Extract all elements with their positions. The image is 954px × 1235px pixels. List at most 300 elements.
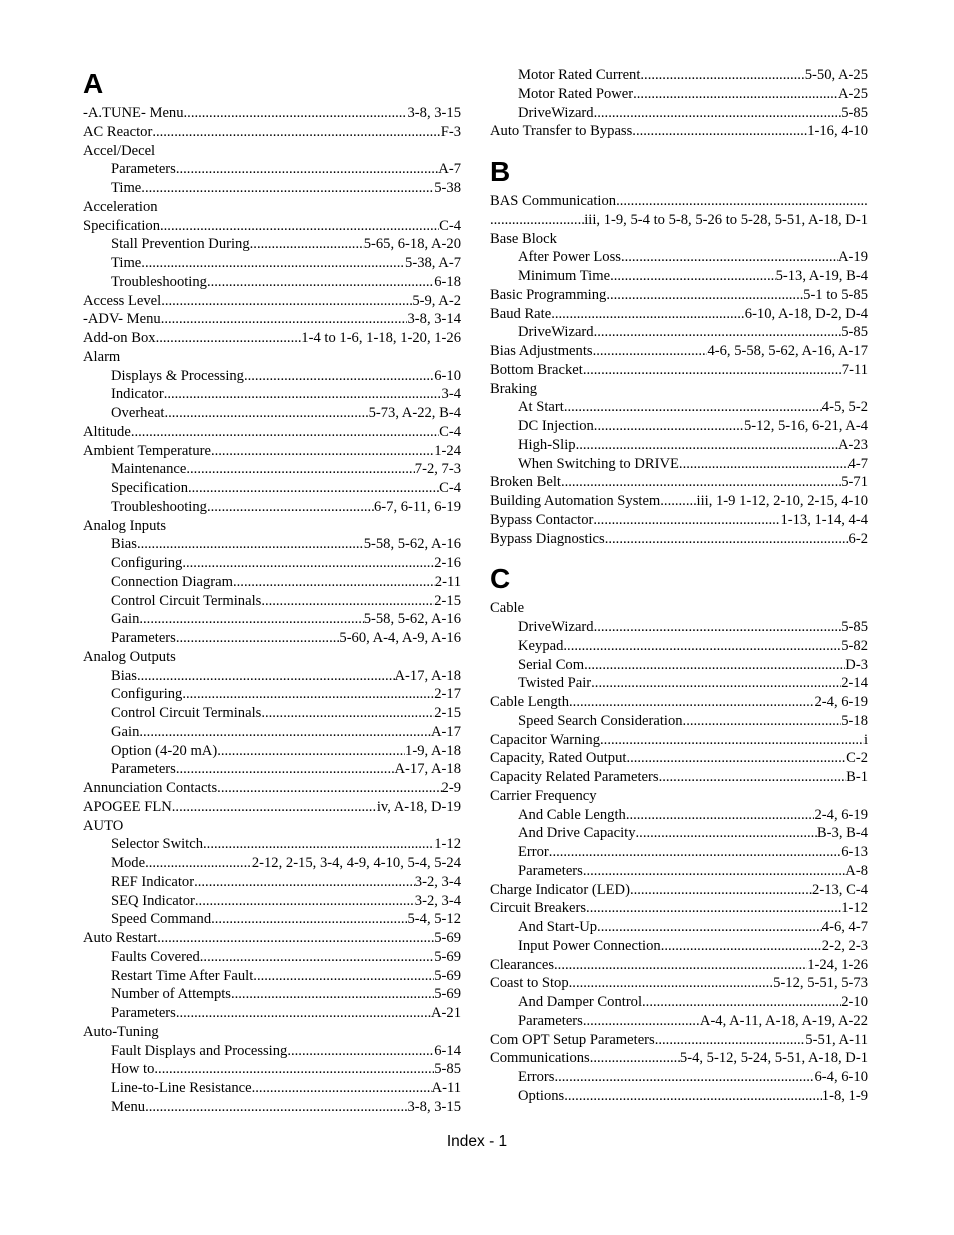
index-entry xyxy=(83,310,461,329)
index-subentry xyxy=(490,398,868,417)
page-references: 3-8, 3-14 xyxy=(407,311,461,328)
dot-leader xyxy=(182,685,434,704)
section-letter-heading: C xyxy=(490,563,511,595)
dot-leader xyxy=(186,460,414,479)
index-subentry xyxy=(83,854,461,873)
index-subentry xyxy=(83,892,461,911)
index-term: AC Reactor xyxy=(83,123,153,140)
dot-leader xyxy=(626,749,846,768)
index-term: Communications xyxy=(490,1050,590,1067)
page-references: 4-5, 5-2 xyxy=(821,399,868,416)
dot-leader xyxy=(200,948,434,967)
page-references: 5-65, 6-18, A-20 xyxy=(363,236,461,253)
page-references: i xyxy=(863,731,868,748)
page-references: 3-8, 3-15 xyxy=(407,1098,461,1115)
index-entry xyxy=(490,1031,868,1050)
index-subentry xyxy=(83,1098,461,1117)
page-references: 5-58, 5-62, A-16 xyxy=(363,611,461,628)
index-subentry xyxy=(490,993,868,1012)
index-term: Troubleshooting xyxy=(111,273,207,290)
page-references: 5-85 xyxy=(841,619,868,635)
index-subentry xyxy=(83,685,461,704)
index-term: Options xyxy=(518,1087,565,1104)
page-references: C-4 xyxy=(439,480,461,496)
index-term: Specification xyxy=(111,480,188,496)
page-references: A-4, A-11, A-18, A-19, A-22 xyxy=(699,1012,868,1029)
index-term: Analog Outputs xyxy=(83,648,176,665)
page-references: 5-4, 5-12, 5-24, 5-51, A-18, D-1 xyxy=(679,1050,868,1067)
index-entry xyxy=(83,817,461,836)
dot-leader xyxy=(590,1049,680,1068)
page-references: 5-38, A-7 xyxy=(405,255,461,271)
index-subentry xyxy=(83,667,461,686)
index-subentry xyxy=(490,1087,868,1106)
dot-leader xyxy=(261,704,434,723)
index-subentry xyxy=(83,404,461,423)
index-term: Number of Attempts xyxy=(111,986,231,1003)
index-term: Com OPT Setup Parameters xyxy=(490,1031,655,1048)
index-term: Building Automation System xyxy=(490,493,661,509)
index-term: And Start-Up xyxy=(518,919,598,935)
page-references: 2-15 xyxy=(434,592,461,609)
index-entry xyxy=(83,104,461,123)
index-entry xyxy=(83,1023,461,1042)
index-term: Parameters xyxy=(111,161,176,178)
dot-leader xyxy=(549,843,841,862)
index-term: Altitude xyxy=(83,423,131,440)
index-subentry xyxy=(83,910,461,929)
index-column-left xyxy=(83,66,461,1117)
index-subentry xyxy=(490,656,868,675)
dot-leader xyxy=(233,573,435,592)
index-subentry xyxy=(83,873,461,892)
section-spacer xyxy=(490,141,868,154)
index-entry xyxy=(490,192,868,211)
page-references: 2-10 xyxy=(841,994,868,1010)
index-term: DriveWizard xyxy=(518,104,594,121)
dot-leader xyxy=(600,731,864,750)
index-term: Bias Adjustments xyxy=(490,343,593,359)
dot-leader xyxy=(164,385,442,404)
index-entry xyxy=(490,530,868,549)
index-term: Option (4-20 mA) xyxy=(111,742,218,759)
page-references: A-19 xyxy=(838,249,868,266)
page-references: 6-14 xyxy=(434,1042,461,1059)
dot-leader xyxy=(626,806,815,825)
index-entry xyxy=(83,648,461,667)
index-term: Maintenance xyxy=(111,461,187,478)
dot-leader xyxy=(594,104,842,123)
index-entry xyxy=(490,787,868,806)
page-references: 5-69 xyxy=(434,930,461,946)
index-subentry xyxy=(83,610,461,629)
index-subentry xyxy=(83,479,461,498)
index-term: Keypad xyxy=(518,637,564,654)
index-term: Base Block xyxy=(490,230,557,247)
dot-leader xyxy=(642,993,841,1012)
index-term: Displays & Processing xyxy=(111,367,244,384)
index-term: Capacity, Rated Output xyxy=(490,750,627,767)
page-references: A-23 xyxy=(838,436,868,453)
dot-leader xyxy=(610,267,776,286)
index-term: High-Slip xyxy=(518,436,576,453)
index-term: Fault Displays and Processing xyxy=(111,1042,288,1059)
dot-leader xyxy=(569,693,814,712)
dot-leader xyxy=(594,618,842,637)
page-references: 2-13, C-4 xyxy=(812,881,868,898)
index-term: Cable xyxy=(490,600,525,617)
index-subentry xyxy=(490,85,868,104)
page-references: 5-82 xyxy=(841,637,868,654)
index-subentry xyxy=(490,455,868,474)
index-term: APOGEE FLN xyxy=(83,798,172,815)
page-references: D-3 xyxy=(845,656,868,673)
index-term: Line-to-Line Resistance xyxy=(111,1080,252,1096)
page-references: B-1 xyxy=(846,769,868,785)
page-references: 5-71 xyxy=(841,474,868,491)
page-references: 6-4, 6-10 xyxy=(814,1069,868,1085)
index-term: Selector Switch xyxy=(111,836,204,853)
index-entry xyxy=(490,342,868,361)
index-term: Bypass Contactor xyxy=(490,511,594,528)
index-subentry xyxy=(83,592,461,611)
index-entry xyxy=(490,768,868,787)
dot-leader xyxy=(137,667,395,686)
dot-leader xyxy=(633,85,838,104)
dot-leader xyxy=(145,854,252,873)
index-term: Faults Covered xyxy=(111,948,200,965)
index-term: Speed Command xyxy=(111,911,212,928)
dot-leader xyxy=(145,1098,407,1117)
dot-leader xyxy=(636,824,817,843)
page-references: 6-13 xyxy=(841,844,868,860)
index-term: Input Power Connection xyxy=(518,937,661,954)
index-subentry xyxy=(83,367,461,386)
index-entry xyxy=(490,492,868,511)
page-references: 2-9 xyxy=(441,780,461,796)
dot-leader xyxy=(659,768,847,787)
dot-leader xyxy=(605,530,849,549)
page-references: 1-12 xyxy=(434,836,461,853)
dot-leader xyxy=(569,974,773,993)
index-term: Menu xyxy=(111,1098,146,1115)
page-references: 1-13, 1-14, 4-4 xyxy=(780,511,868,528)
index-subentry xyxy=(490,436,868,455)
page-references: 5-51, A-11 xyxy=(805,1031,868,1048)
dot-leader xyxy=(576,436,838,455)
dot-leader xyxy=(661,937,822,956)
index-subentry xyxy=(490,618,868,637)
dot-leader xyxy=(606,286,803,305)
index-entry xyxy=(490,305,868,324)
index-term: Gain xyxy=(111,723,140,740)
dot-leader xyxy=(207,498,374,517)
index-term: Twisted Pair xyxy=(518,675,592,692)
page-references: 3-2, 3-4 xyxy=(414,873,461,890)
index-term: Auto Transfer to Bypass xyxy=(490,123,633,140)
page-references: 5-12, 5-16, 6-21, A-4 xyxy=(743,418,868,434)
index-subentry xyxy=(83,742,461,761)
page-references: 1-9, A-18 xyxy=(405,742,461,759)
dot-leader xyxy=(660,492,696,511)
index-subentry xyxy=(83,235,461,254)
index-subentry xyxy=(83,179,461,198)
index-term: Access Level xyxy=(83,292,162,309)
index-column-right xyxy=(490,66,868,1106)
index-term: BAS Communication xyxy=(490,193,617,209)
dot-leader xyxy=(244,367,434,386)
page-references: 4-6, 4-7 xyxy=(821,919,868,935)
page-references: 1-12 xyxy=(841,900,868,917)
dot-leader xyxy=(182,554,434,573)
page-references: 5-18 xyxy=(841,712,868,729)
index-entry xyxy=(83,423,461,442)
index-subentry xyxy=(490,862,868,881)
dot-leader xyxy=(584,656,845,675)
page-references: 6-18 xyxy=(434,273,461,290)
index-term: And Damper Control xyxy=(518,994,643,1010)
index-term: Circuit Breakers xyxy=(490,900,587,917)
dot-leader xyxy=(490,211,584,230)
index-subentry xyxy=(83,760,461,779)
page-references: 6-10, A-18, D-2, D-4 xyxy=(744,305,868,322)
page-references: iii, 1-9, 5-4 to 5-8, 5-26 to 5-28, 5-51, A-18, D-1 xyxy=(584,211,868,228)
dot-leader xyxy=(137,535,364,554)
dot-leader xyxy=(616,192,868,211)
index-entry xyxy=(490,1049,868,1068)
index-term: Error xyxy=(518,844,549,860)
page-references: 5-9, A-2 xyxy=(412,292,461,309)
index-subentry xyxy=(490,806,868,825)
index-subentry xyxy=(490,1068,868,1087)
page-references: 5-60, A-4, A-9, A-16 xyxy=(339,630,461,646)
index-term: Parameters xyxy=(111,761,176,778)
index-entry xyxy=(490,881,868,900)
index-term: Capacitor Warning xyxy=(490,731,601,748)
page-references: 2-16 xyxy=(434,555,461,571)
page-references: 5-85 xyxy=(434,1061,461,1078)
index-term: Serial Com xyxy=(518,656,585,673)
index-term: Control Circuit Terminals xyxy=(111,705,262,721)
section-letter-heading: B xyxy=(490,156,511,187)
index-term: Bias xyxy=(111,536,137,553)
page-references: 5-69 xyxy=(434,948,461,965)
page-references: 7-11 xyxy=(841,361,868,378)
index-term: Carrier Frequency xyxy=(490,787,597,804)
index-entry xyxy=(83,779,461,798)
dot-leader xyxy=(621,248,838,267)
index-term: Bypass Diagnostics xyxy=(490,530,605,547)
dot-leader xyxy=(655,1031,806,1050)
index-entry xyxy=(83,442,461,461)
index-term: Configuring xyxy=(111,555,183,571)
page-references: 5-85 xyxy=(841,104,868,121)
dot-leader xyxy=(683,712,842,731)
page-references: 5-12, 5-51, 5-73 xyxy=(773,975,868,992)
index-term: Restart Time After Fault xyxy=(111,967,254,984)
index-term: Time xyxy=(111,255,142,271)
index-term: After Power Loss xyxy=(518,249,621,266)
dot-leader xyxy=(594,323,842,342)
index-subentry xyxy=(83,1060,461,1079)
dot-leader xyxy=(630,881,812,900)
index-term: Configuring xyxy=(111,686,183,703)
index-term: Capacity Related Parameters xyxy=(490,769,659,785)
index-term: Stall Prevention During xyxy=(111,236,250,253)
dot-leader xyxy=(593,511,780,530)
page-references: A-11 xyxy=(431,1080,461,1096)
page-references: A-7 xyxy=(438,161,461,178)
index-entry xyxy=(83,348,461,367)
page-references: 4-7 xyxy=(848,455,868,472)
page-references: 6-7, 6-11, 6-19 xyxy=(373,498,461,515)
dot-leader xyxy=(261,592,434,611)
dot-leader xyxy=(253,967,434,986)
dot-leader xyxy=(203,835,434,854)
index-term: Motor Rated Current xyxy=(518,67,641,83)
index-subentry xyxy=(490,674,868,693)
page-references: 5-69 xyxy=(434,967,461,984)
page-references: 2-4, 6-19 xyxy=(814,806,868,823)
page-references: 1-16, 4-10 xyxy=(807,123,868,140)
index-subentry xyxy=(490,937,868,956)
index-term: Control Circuit Terminals xyxy=(111,592,262,609)
dot-leader xyxy=(554,956,807,975)
page-references: 2-2, 2-3 xyxy=(821,937,868,954)
page-references: A-17, A-18 xyxy=(394,761,461,778)
page-references: C-4 xyxy=(439,217,461,234)
index-subentry xyxy=(83,385,461,404)
page-references: 3-4 xyxy=(441,386,461,403)
dot-leader xyxy=(152,123,440,142)
index-subentry xyxy=(490,417,868,436)
page-references: 2-4, 6-19 xyxy=(814,694,868,710)
page-references: 5-58, 5-62, A-16 xyxy=(363,536,461,553)
page-references: 2-15 xyxy=(434,705,461,721)
dot-leader xyxy=(157,929,434,948)
dot-leader xyxy=(679,455,849,474)
index-term: Basic Programming xyxy=(490,286,607,303)
dot-leader xyxy=(563,637,841,656)
index-entry xyxy=(83,929,461,948)
index-subentry xyxy=(490,323,868,342)
index-subentry xyxy=(83,160,461,179)
dot-leader xyxy=(583,862,845,881)
page-references: B-3, B-4 xyxy=(816,825,868,842)
index-entry xyxy=(83,292,461,311)
index-term: Baud Rate xyxy=(490,305,552,322)
page-references: 2-11 xyxy=(434,573,461,590)
page-references: 1-24 xyxy=(434,442,461,459)
index-subentry xyxy=(83,723,461,742)
index-term: Coast to Stop xyxy=(490,975,569,992)
index-term: And Drive Capacity xyxy=(518,825,636,842)
index-entry xyxy=(83,329,461,348)
dot-leader xyxy=(217,742,405,761)
page-references: 2-17 xyxy=(434,686,461,703)
index-entry xyxy=(83,517,461,536)
index-entry xyxy=(490,731,868,750)
index-term: DriveWizard xyxy=(518,619,594,635)
section-letter-heading: A xyxy=(83,68,104,99)
page-references: 5-85 xyxy=(841,324,868,341)
index-term: Analog Inputs xyxy=(83,517,167,534)
index-subentry xyxy=(83,967,461,986)
page-references: 5-13, A-19, B-4 xyxy=(775,268,868,284)
index-subentry xyxy=(83,573,461,592)
index-subentry xyxy=(83,460,461,479)
dot-leader xyxy=(176,160,438,179)
index-term: Motor Rated Power xyxy=(518,85,634,102)
index-subentry xyxy=(83,254,461,273)
index-entry xyxy=(490,956,868,975)
page-references: F-3 xyxy=(440,123,461,140)
dot-leader xyxy=(252,1079,432,1098)
page-references: C-4 xyxy=(439,423,461,440)
index-term: Bias xyxy=(111,667,137,684)
index-term: Parameters xyxy=(111,630,176,646)
index-term: REF Indicator xyxy=(111,873,195,890)
index-term: Ambient Temperature xyxy=(83,442,211,459)
index-term: DriveWizard xyxy=(518,324,594,341)
dot-leader xyxy=(131,423,439,442)
index-subentry xyxy=(83,498,461,517)
index-term: When Switching to DRIVE xyxy=(518,455,679,472)
dot-leader xyxy=(156,329,302,348)
index-subentry xyxy=(490,824,868,843)
dot-leader xyxy=(554,1068,814,1087)
index-term: Parameters xyxy=(518,862,583,879)
dot-leader xyxy=(139,723,431,742)
index-term: Auto Restart xyxy=(83,930,158,946)
index-subentry xyxy=(490,104,868,123)
page-references: 5-1 to 5-85 xyxy=(803,286,868,303)
index-subentry xyxy=(83,629,461,648)
index-term: Auto-Tuning xyxy=(83,1023,159,1040)
page-references: 5-50, A-25 xyxy=(804,67,868,83)
index-term: Bottom Bracket xyxy=(490,361,583,378)
dot-leader xyxy=(551,305,745,324)
index-term: Troubleshooting xyxy=(111,498,207,515)
index-term: Mode xyxy=(111,855,146,871)
dot-leader xyxy=(176,1004,431,1023)
index-term: Specification xyxy=(83,217,160,234)
index-term: Connection Diagram xyxy=(111,573,233,590)
index-subentry xyxy=(490,267,868,286)
dot-leader xyxy=(172,798,377,817)
index-entry xyxy=(83,123,461,142)
index-term: Broken Belt xyxy=(490,474,561,491)
dot-leader xyxy=(194,873,415,892)
index-subentry xyxy=(490,843,868,862)
page-references: 1-24, 1-26 xyxy=(807,956,868,973)
index-term: At Start xyxy=(518,399,564,416)
dot-leader xyxy=(160,217,439,236)
page-references: 2-12, 2-15, 3-4, 4-9, 4-10, 5-4, 5-24 xyxy=(251,855,461,871)
dot-leader xyxy=(195,892,415,911)
dot-leader xyxy=(593,342,708,361)
index-entry xyxy=(490,511,868,530)
index-entry xyxy=(490,473,868,492)
index-term: And Cable Length xyxy=(518,806,626,823)
index-entry xyxy=(490,380,868,399)
page-references: 6-10 xyxy=(434,367,461,384)
index-entry xyxy=(490,361,868,380)
page-references: A-25 xyxy=(838,85,868,102)
dot-leader xyxy=(250,235,364,254)
index-entry xyxy=(83,217,461,236)
index-term: Alarm xyxy=(83,348,121,365)
